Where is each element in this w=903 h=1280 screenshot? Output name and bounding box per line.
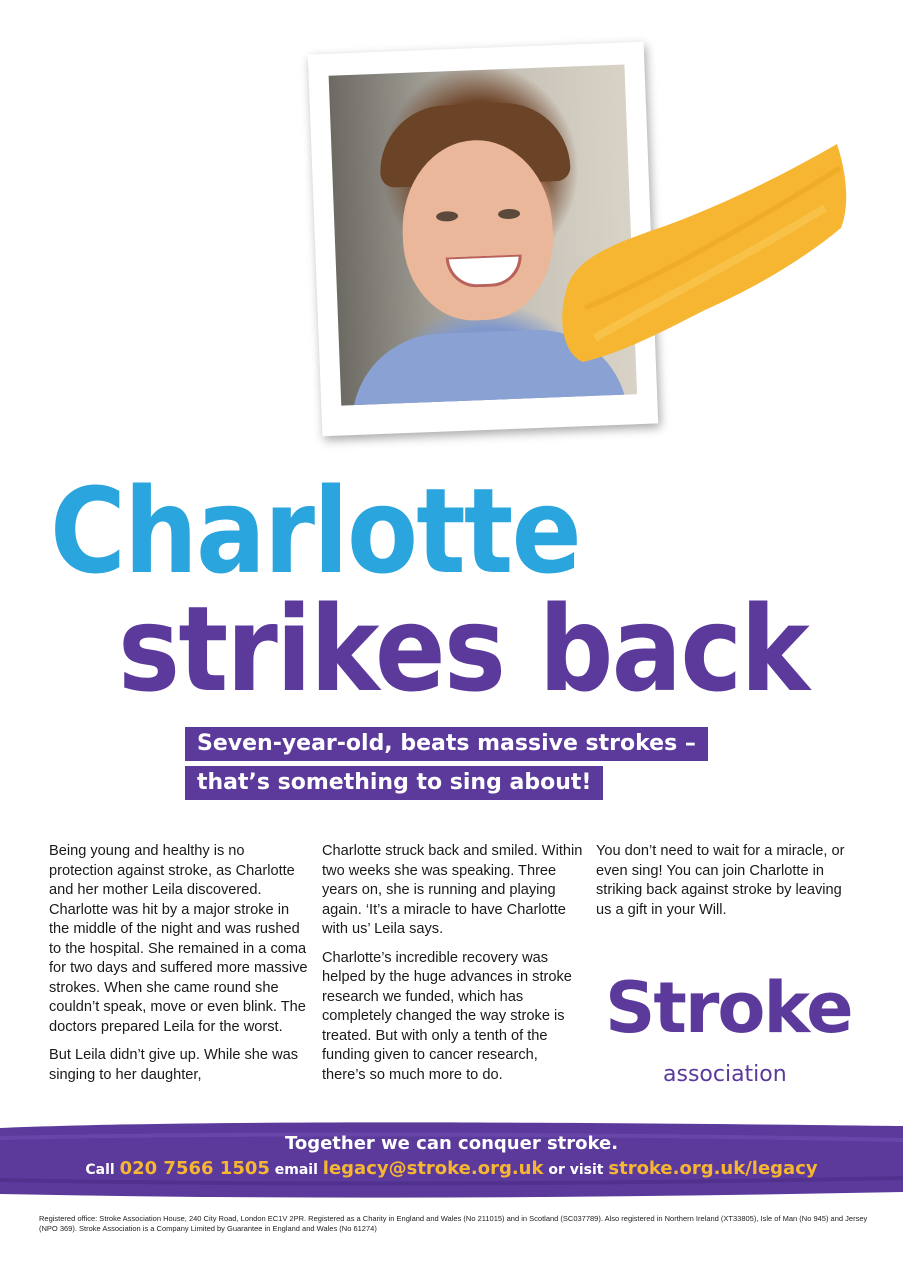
subheadline-line1: Seven-year-old, beats massive strokes – bbox=[185, 727, 708, 761]
paragraph: But Leila didn’t give up. While she was singing to her daughter, bbox=[49, 1047, 299, 1083]
logo-word: Stroke bbox=[605, 967, 852, 1049]
email-label: email bbox=[274, 1162, 318, 1178]
call-label: Call bbox=[85, 1162, 115, 1178]
body-column-1 bbox=[49, 842, 311, 1094]
logo-subtext: association bbox=[663, 1062, 787, 1087]
body-column-3 bbox=[596, 842, 858, 929]
legal-text: Registered office: Stroke Association House, 240 City Road, London EC1V 2PR. Registered as a Charity in England and Wales (No 211015) and in Scotland (SC037789). Also registered in Northern Ireland (XT33805), Isle of Man (No 945) and Jersey (NPO 369). Stroke Association is a Company Limited by Guarantee in England and Wales (No 61274) bbox=[39, 1214, 868, 1233]
website-link[interactable]: stroke.org.uk/legacy bbox=[608, 1158, 818, 1179]
headline-line2: strikes back bbox=[118, 580, 812, 718]
subheadline-line2: that’s something to sing about! bbox=[185, 766, 603, 800]
body-column-2 bbox=[322, 842, 584, 1094]
headline bbox=[0, 440, 903, 720]
stroke-association-logo bbox=[605, 968, 855, 1098]
yellow-brush-stroke bbox=[555, 138, 855, 368]
phone-number[interactable]: 020 7566 1505 bbox=[119, 1158, 270, 1179]
paragraph: Charlotte’s incredible recovery was helped by the huge advances in stroke research we funded, which has completely changed the way stroke is treated. But with only a tenth of the funding given to cancer research, there’s so much more to do. bbox=[322, 949, 572, 1083]
paragraph: You don’t need to wait for a miracle, or even sing! You can join Charlotte in striking back against stroke by leaving us a gift in your Will. bbox=[596, 843, 845, 918]
footer-contact-line bbox=[0, 1156, 903, 1183]
footer-contact bbox=[0, 1132, 903, 1183]
email-link[interactable]: legacy@stroke.org.uk bbox=[322, 1158, 544, 1179]
visit-label: or visit bbox=[548, 1162, 604, 1178]
footer-tagline: Together we can conquer stroke. bbox=[284, 1133, 619, 1154]
headline-line1: Charlotte bbox=[50, 462, 580, 600]
paragraph: Charlotte struck back and smiled. Within two weeks she was speaking. Three years on, she is running and playing again. ‘It’s a miracle to have Charlotte with us’ Leila says. bbox=[322, 843, 583, 937]
paragraph: Being young and healthy is no protection against stroke, as Charlotte and her mother Leila discovered. Charlotte was hit by a major stroke in the middle of the night and was rushed to the hospital. She remained in a coma for two days and suffered more massive strokes. When she came round she couldn’t speak, move or even blink. The doctors prepared Leila for the worst. bbox=[49, 843, 308, 1035]
